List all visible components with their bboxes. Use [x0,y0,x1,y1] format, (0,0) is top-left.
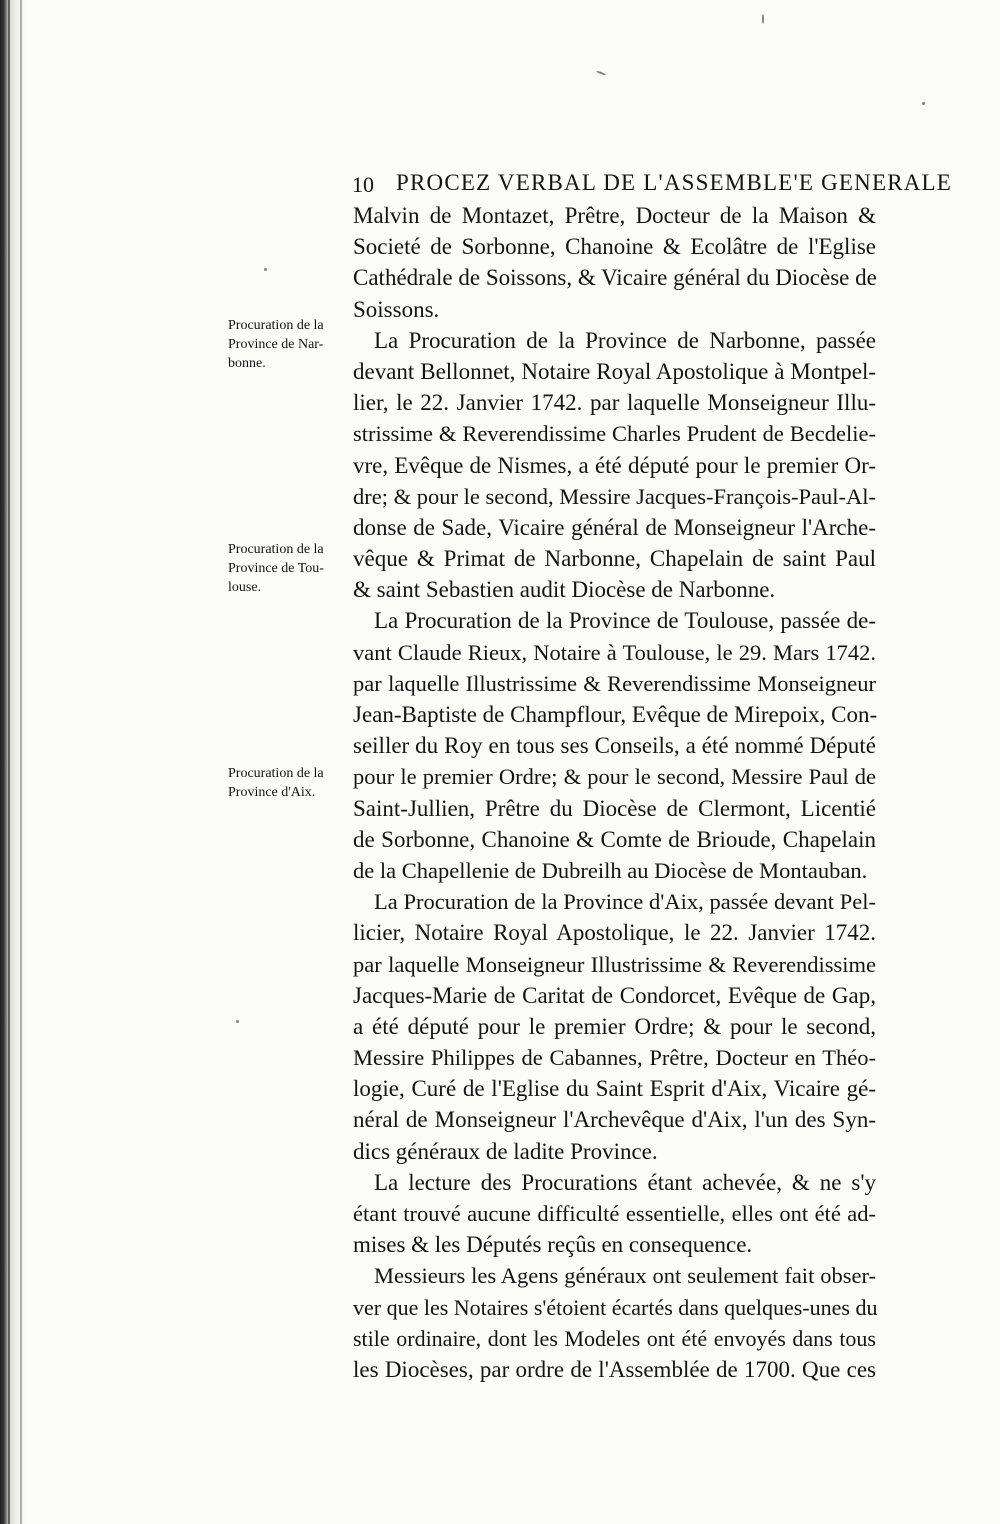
margin-note-toulouse: Procuration de la Province de Tou- louse. [228,542,324,595]
binding-edge-line [8,0,10,1524]
ink-speck [762,14,764,24]
page-header [352,170,953,200]
margin-note-aix: Procuration de la Province d'Aix. [228,766,324,800]
ink-speck [596,70,606,75]
binding-edge-line [20,0,22,1524]
paragraph-toulouse: La Procuration de la Province de Toulouse, passée de- vant Claude Rieux, Notaire à Toulouse, le 29. Mars 1742. par laquelle Illustrissime & Reverendissime Monseigneur Jean-Baptiste de Champflour, Evêque de Mirepoix, Con- seiller du Roy en tous ses Conseils, a été nommé Député pour le premier Ordre; & pour le second, Messire Paul de Saint-Jullien, Prêtre du Diocèse de Clermont, Licentié de Sorbonne, Chanoine & Comte de Brioude, Chapelain de la Chapellenie de Dubreilh au Diocèse de Montauban. [353,608,878,883]
paragraph-aix: La Procuration de la Province d'Aix, passée devant Pel- licier, Notaire Royal Apostolique, le 22. Janvier 1742. par laquelle Monseigneur Illustrissime & Reverendissime Jacques-Marie de Caritat de Condorcet, Evêque de Gap, a été député pour le premier Ordre; & pour le second, Messire Philippes de Cabannes, Prêtre, Docteur en Théo- logie, Curé de l'Eglise du Saint Esprit d'Aix, Vicaire gé- néral de Monseigneur l'Archevêque d'Aix, l'un des Syn- dics généraux de ladite Province. [353,889,876,1164]
ink-speck [236,1020,239,1023]
margin-note-narbonne: Procuration de la Province de Nar- bonne. [228,318,324,371]
body-text [353,200,876,1385]
page-number: 10 [352,172,374,197]
binding-shadow [0,0,26,1524]
paragraph-continuation: Malvin de Montazet, Prêtre, Docteur de la Maison & Societé de Sorbonne, Chanoine & Ecolâtre de l'Eglise Cathédrale de Soissons, & Vicaire général du Diocèse de Soissons. [353,203,877,322]
paragraph-agens: Messieurs les Agens généraux ont seulement fait obser- ver que les Notaires s'étoient écartés dans quelques-unes du stile ordinaire, dont les Modeles ont été envoyés dans tous les Diocèses, par ordre de l'Assemblée de 1700. Que ces [353,1263,878,1382]
paragraph-narbonne: La Procuration de la Province de Narbonne, passée devant Bellonnet, Notaire Royal Apostolique à Montpel- lier, le 22. Janvier 1742. par laquelle Monseigneur Illu- strissime & Reverendissime Charles Prudent de Becdelie- vre, Evêque de Nismes, a été député pour le premier Or- dre; & pour le second, Messire Jacques-François-Paul-Al- donse de Sade, Vicaire général de Monseigneur l'Arche- vêque & Primat de Narbonne, Chapelain de saint Paul & saint Sebastien audit Diocèse de Narbonne. [353,327,876,603]
running-title: PROCEZ VERBAL DE L'ASSEMBLE'E GENERALE [396,170,953,195]
paragraph-lecture: La lecture des Procurations étant achevée, & ne s'y étant trouvé aucune difficulté essentielle, elles ont été ad- mises & les Députés reçûs en consequence. [353,1169,876,1258]
ink-speck [922,102,925,105]
ink-speck [264,268,267,271]
